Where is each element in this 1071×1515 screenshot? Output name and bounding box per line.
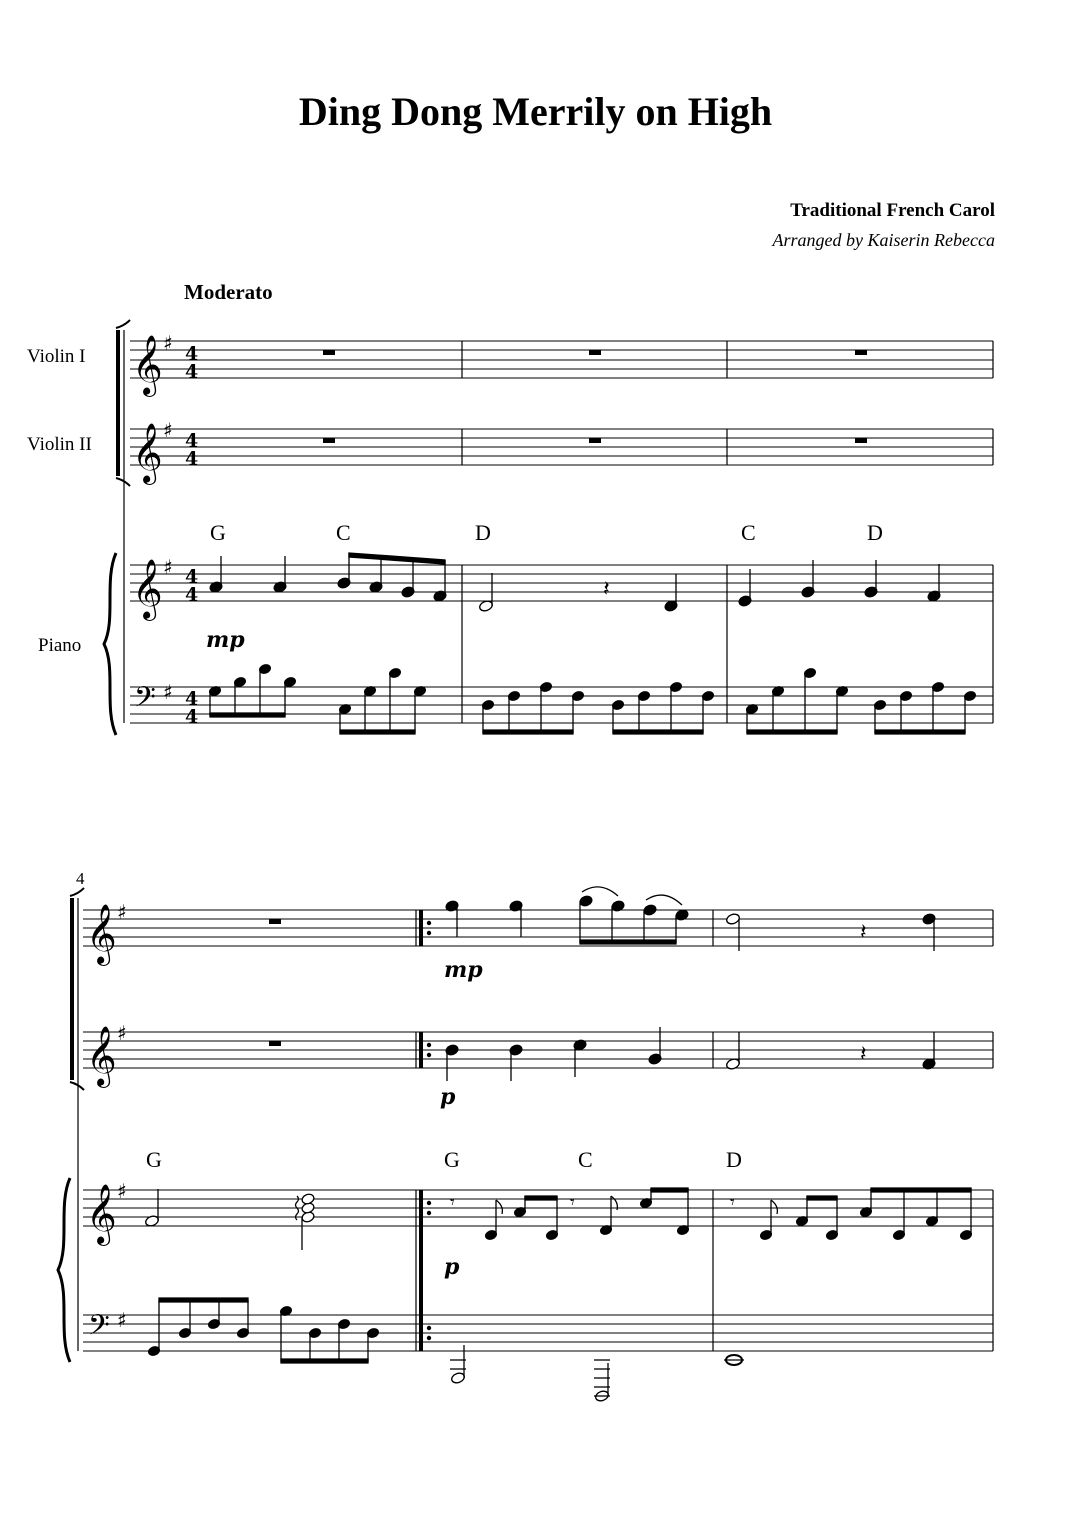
chord-symbols-system-2: [146, 1147, 742, 1172]
svg-text:𝄾: 𝄾: [730, 1192, 735, 1213]
svg-text:𝄾: 𝄾: [450, 1192, 455, 1213]
treble-clef-icon: 𝄞: [132, 335, 163, 395]
staff-violin-2: [83, 1032, 993, 1068]
bass-clef-icon: 𝄢: [88, 1309, 110, 1349]
bass-clef-icon: 𝄢: [134, 681, 156, 721]
treble-clef-icon: 𝄞: [86, 904, 117, 964]
staff-violin-1: [83, 910, 993, 946]
piano-treble-notes-system-2: [144, 1188, 972, 1250]
instrument-label-violin-1: Violin I: [27, 346, 86, 367]
chord-symbol: G: [444, 1147, 460, 1172]
chord-symbol: D: [475, 520, 491, 545]
tempo-marking: Moderato: [184, 280, 273, 304]
chord-symbol: C: [578, 1147, 593, 1172]
measure-number: 4: [76, 869, 85, 888]
svg-text:4: 4: [185, 430, 199, 452]
svg-text:4: 4: [185, 706, 199, 728]
dynamic-marking: p: [440, 1084, 456, 1110]
chord-symbol: G: [146, 1147, 162, 1172]
score-title: Ding Dong Merrily on High: [298, 89, 773, 134]
treble-clef-icon: 𝄞: [132, 423, 163, 483]
svg-text:4: 4: [185, 584, 199, 606]
treble-clef-icon: 𝄞: [132, 559, 163, 619]
dynamic-marking: p: [444, 1254, 460, 1280]
violin-2-notes-system-2: [445, 1027, 936, 1081]
chord-symbol: C: [336, 520, 351, 545]
chord-symbol: D: [867, 520, 883, 545]
clefs-system-2: [86, 900, 127, 1349]
svg-text:𝄽: 𝄽: [603, 577, 610, 602]
arranger-credit: Arranged by Kaiserin Rebecca: [772, 230, 995, 250]
instrument-label-piano: Piano: [38, 635, 82, 656]
instrument-label-violin-2: Violin II: [27, 434, 92, 455]
clefs-system-1: [132, 331, 198, 728]
system-2: [58, 888, 993, 1362]
dynamic-marking: mp: [444, 957, 483, 983]
svg-text:♯: ♯: [163, 331, 173, 355]
svg-text:♯: ♯: [163, 680, 173, 704]
svg-text:♯: ♯: [117, 1308, 127, 1332]
chord-symbol: G: [210, 520, 226, 545]
system-1: [104, 320, 993, 735]
svg-text:♯: ♯: [117, 1179, 127, 1203]
svg-text:♯: ♯: [117, 900, 127, 924]
staff-piano-treble: [130, 565, 993, 601]
svg-text:4: 4: [185, 343, 199, 365]
svg-text:♯: ♯: [117, 1021, 127, 1045]
svg-text:𝄾: 𝄾: [570, 1192, 575, 1213]
svg-text:𝄽: 𝄽: [860, 1042, 867, 1067]
svg-text:𝄽: 𝄽: [860, 920, 867, 945]
chord-symbols-system-1: [210, 520, 883, 545]
svg-text:4: 4: [185, 361, 199, 383]
chord-symbol: D: [726, 1147, 742, 1172]
svg-text:♯: ♯: [163, 555, 173, 579]
dynamic-marking: mp: [206, 627, 245, 653]
piano-bass-notes-system-2: [147, 1298, 744, 1402]
composer-credit: Traditional French Carol: [790, 200, 995, 221]
staff-violin-1: [130, 341, 993, 378]
svg-text:♯: ♯: [163, 418, 173, 442]
svg-text:4: 4: [185, 688, 199, 710]
treble-clef-icon: 𝄞: [86, 1184, 117, 1244]
svg-text:4: 4: [185, 448, 199, 470]
chord-symbol: C: [741, 520, 756, 545]
treble-clef-icon: 𝄞: [86, 1026, 117, 1086]
svg-text:4: 4: [185, 566, 199, 588]
staff-violin-2: [130, 429, 993, 465]
